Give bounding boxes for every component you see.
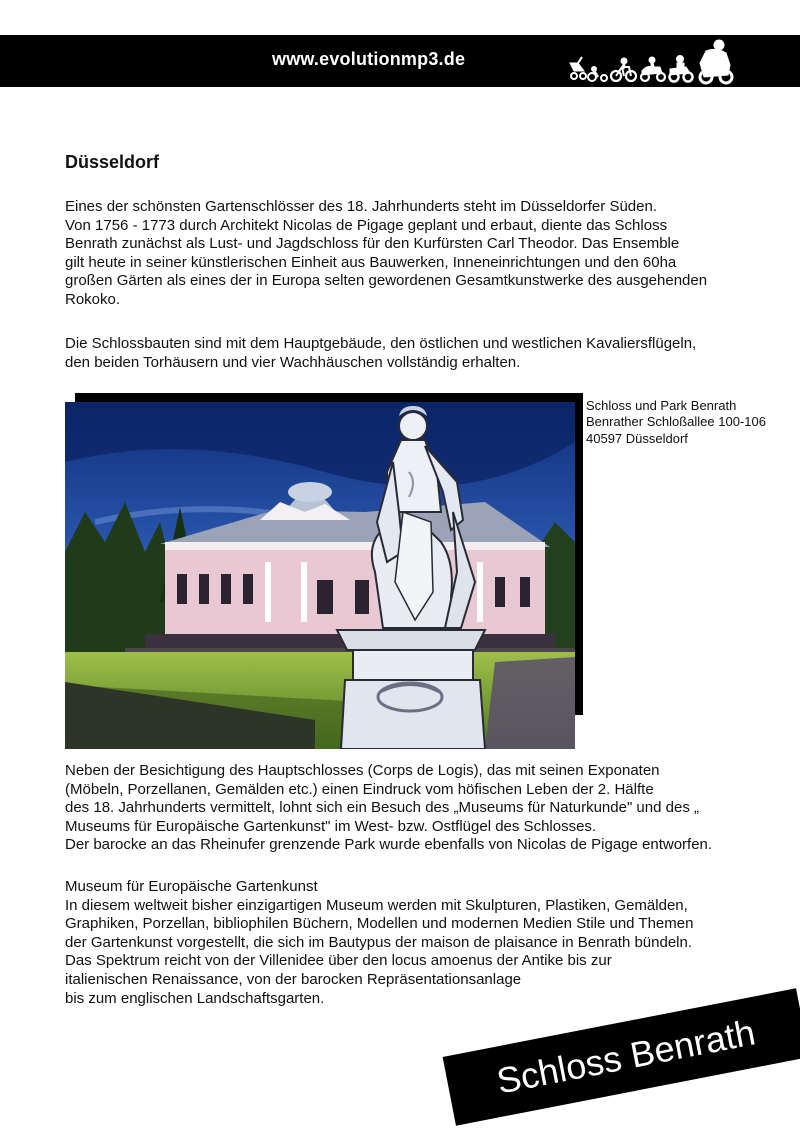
- text-line: Von 1756 - 1773 durch Architekt Nicolas de Pigage geplant und erbaut, diente das Schloss: [65, 216, 668, 234]
- address-street: Benrather Schloßallee 100-106: [586, 414, 766, 430]
- text-line: des 18. Jahrhunderts vermittelt, lohnt sich ein Besuch des „Museums für Naturkunde" und des „: [65, 799, 699, 817]
- visit-paragraph: [65, 762, 775, 855]
- text-line: Neben der Besichtigung des Hauptschlosses (Corps de Logis), das mit seinen Exponaten: [65, 762, 660, 779]
- stroller-icon: [570, 57, 586, 79]
- text-line: Die Schlossbauten sind mit dem Hauptgebäude, den östlichen und westlichen Kavaliersflügeln,: [65, 335, 697, 352]
- address-caption: [586, 398, 766, 447]
- text-line: italienischen Renaissance, von der barocken Repräsentationsanlage: [65, 970, 522, 988]
- intro-paragraph: [65, 198, 775, 310]
- vehicle-icons: [566, 39, 736, 85]
- page-title: Düsseldorf: [65, 152, 160, 172]
- text-line: der Gartenkunst vorgestellt, die sich im Bautypus der maison de plaisance in Benrath bündeln.: [65, 933, 693, 951]
- banner-label: Schloss Benrath: [493, 1011, 759, 1102]
- text-line: Der barocke an das Rheinufer grenzende Park wurde ebenfalls von Nicolas de Pigage entworfen.: [65, 836, 713, 854]
- text-line: In diesem weltweit bisher einzigartigen Museum werden mit Skulpturen, Plastiken, Gemälden,: [65, 896, 688, 914]
- site-url[interactable]: www.evolutionmp3.de: [272, 49, 466, 69]
- text-line: bis zum englischen Landschaftsgarten.: [65, 989, 325, 1007]
- title-banner: [443, 988, 800, 1125]
- moped-icon: [670, 56, 693, 82]
- text-line: großen Gärten als eines der in Europa selten gewordenen Gesamtkunstwerke des ausgehenden: [65, 272, 708, 290]
- text-line: gilt heute in seiner künstlerischen Einheit aus Bauwerken, Inneneinrichtungen und den 60ha: [65, 253, 677, 271]
- castle-photo: [65, 402, 575, 749]
- text-line: Das Spektrum reicht von der Villenidee über den locus amoenus der Antike bis zur: [65, 952, 612, 970]
- scooter-icon: [641, 57, 665, 81]
- tricycle-icon: [588, 67, 607, 82]
- address-city: 40597 Düsseldorf: [586, 430, 688, 446]
- text-line: Museums für Europäische Gartenkunst" im West- bzw. Ostflügel des Schlosses.: [65, 817, 597, 835]
- text-line: Benrath zunächst als Lust- und Jagdschloss für den Kurfürsten Carl Theodor. Das Ensemble: [65, 235, 680, 253]
- text-line: den beiden Torhäusern und vier Wachhäuschen vollständig erhalten.: [65, 353, 521, 371]
- text-line: Eines der schönsten Gartenschlösser des 18. Jahrhunderts steht im Düsseldorfer Süden.: [65, 198, 657, 215]
- castle-illustration: [65, 402, 575, 749]
- text-line: Graphiken, Porzellan, bibliophilen Büchern, Modellen und modernen Medien Stile und Themen: [65, 915, 694, 933]
- text-line: Rokoko.: [65, 290, 121, 308]
- motorcycle-rider-icon: [700, 40, 732, 83]
- museum-heading: Museum für Europäische Gartenkunst: [65, 878, 318, 895]
- museum-paragraph: [65, 878, 775, 1008]
- address-name: Schloss und Park Benrath: [586, 398, 737, 413]
- header-band: [0, 35, 800, 87]
- text-line: (Möbeln, Porzellanen, Gemälden etc.) einen Eindruck vom höfischen Leben der 2. Hälfte: [65, 780, 654, 798]
- buildings-paragraph: [65, 335, 775, 372]
- bicycle-icon: [611, 58, 636, 81]
